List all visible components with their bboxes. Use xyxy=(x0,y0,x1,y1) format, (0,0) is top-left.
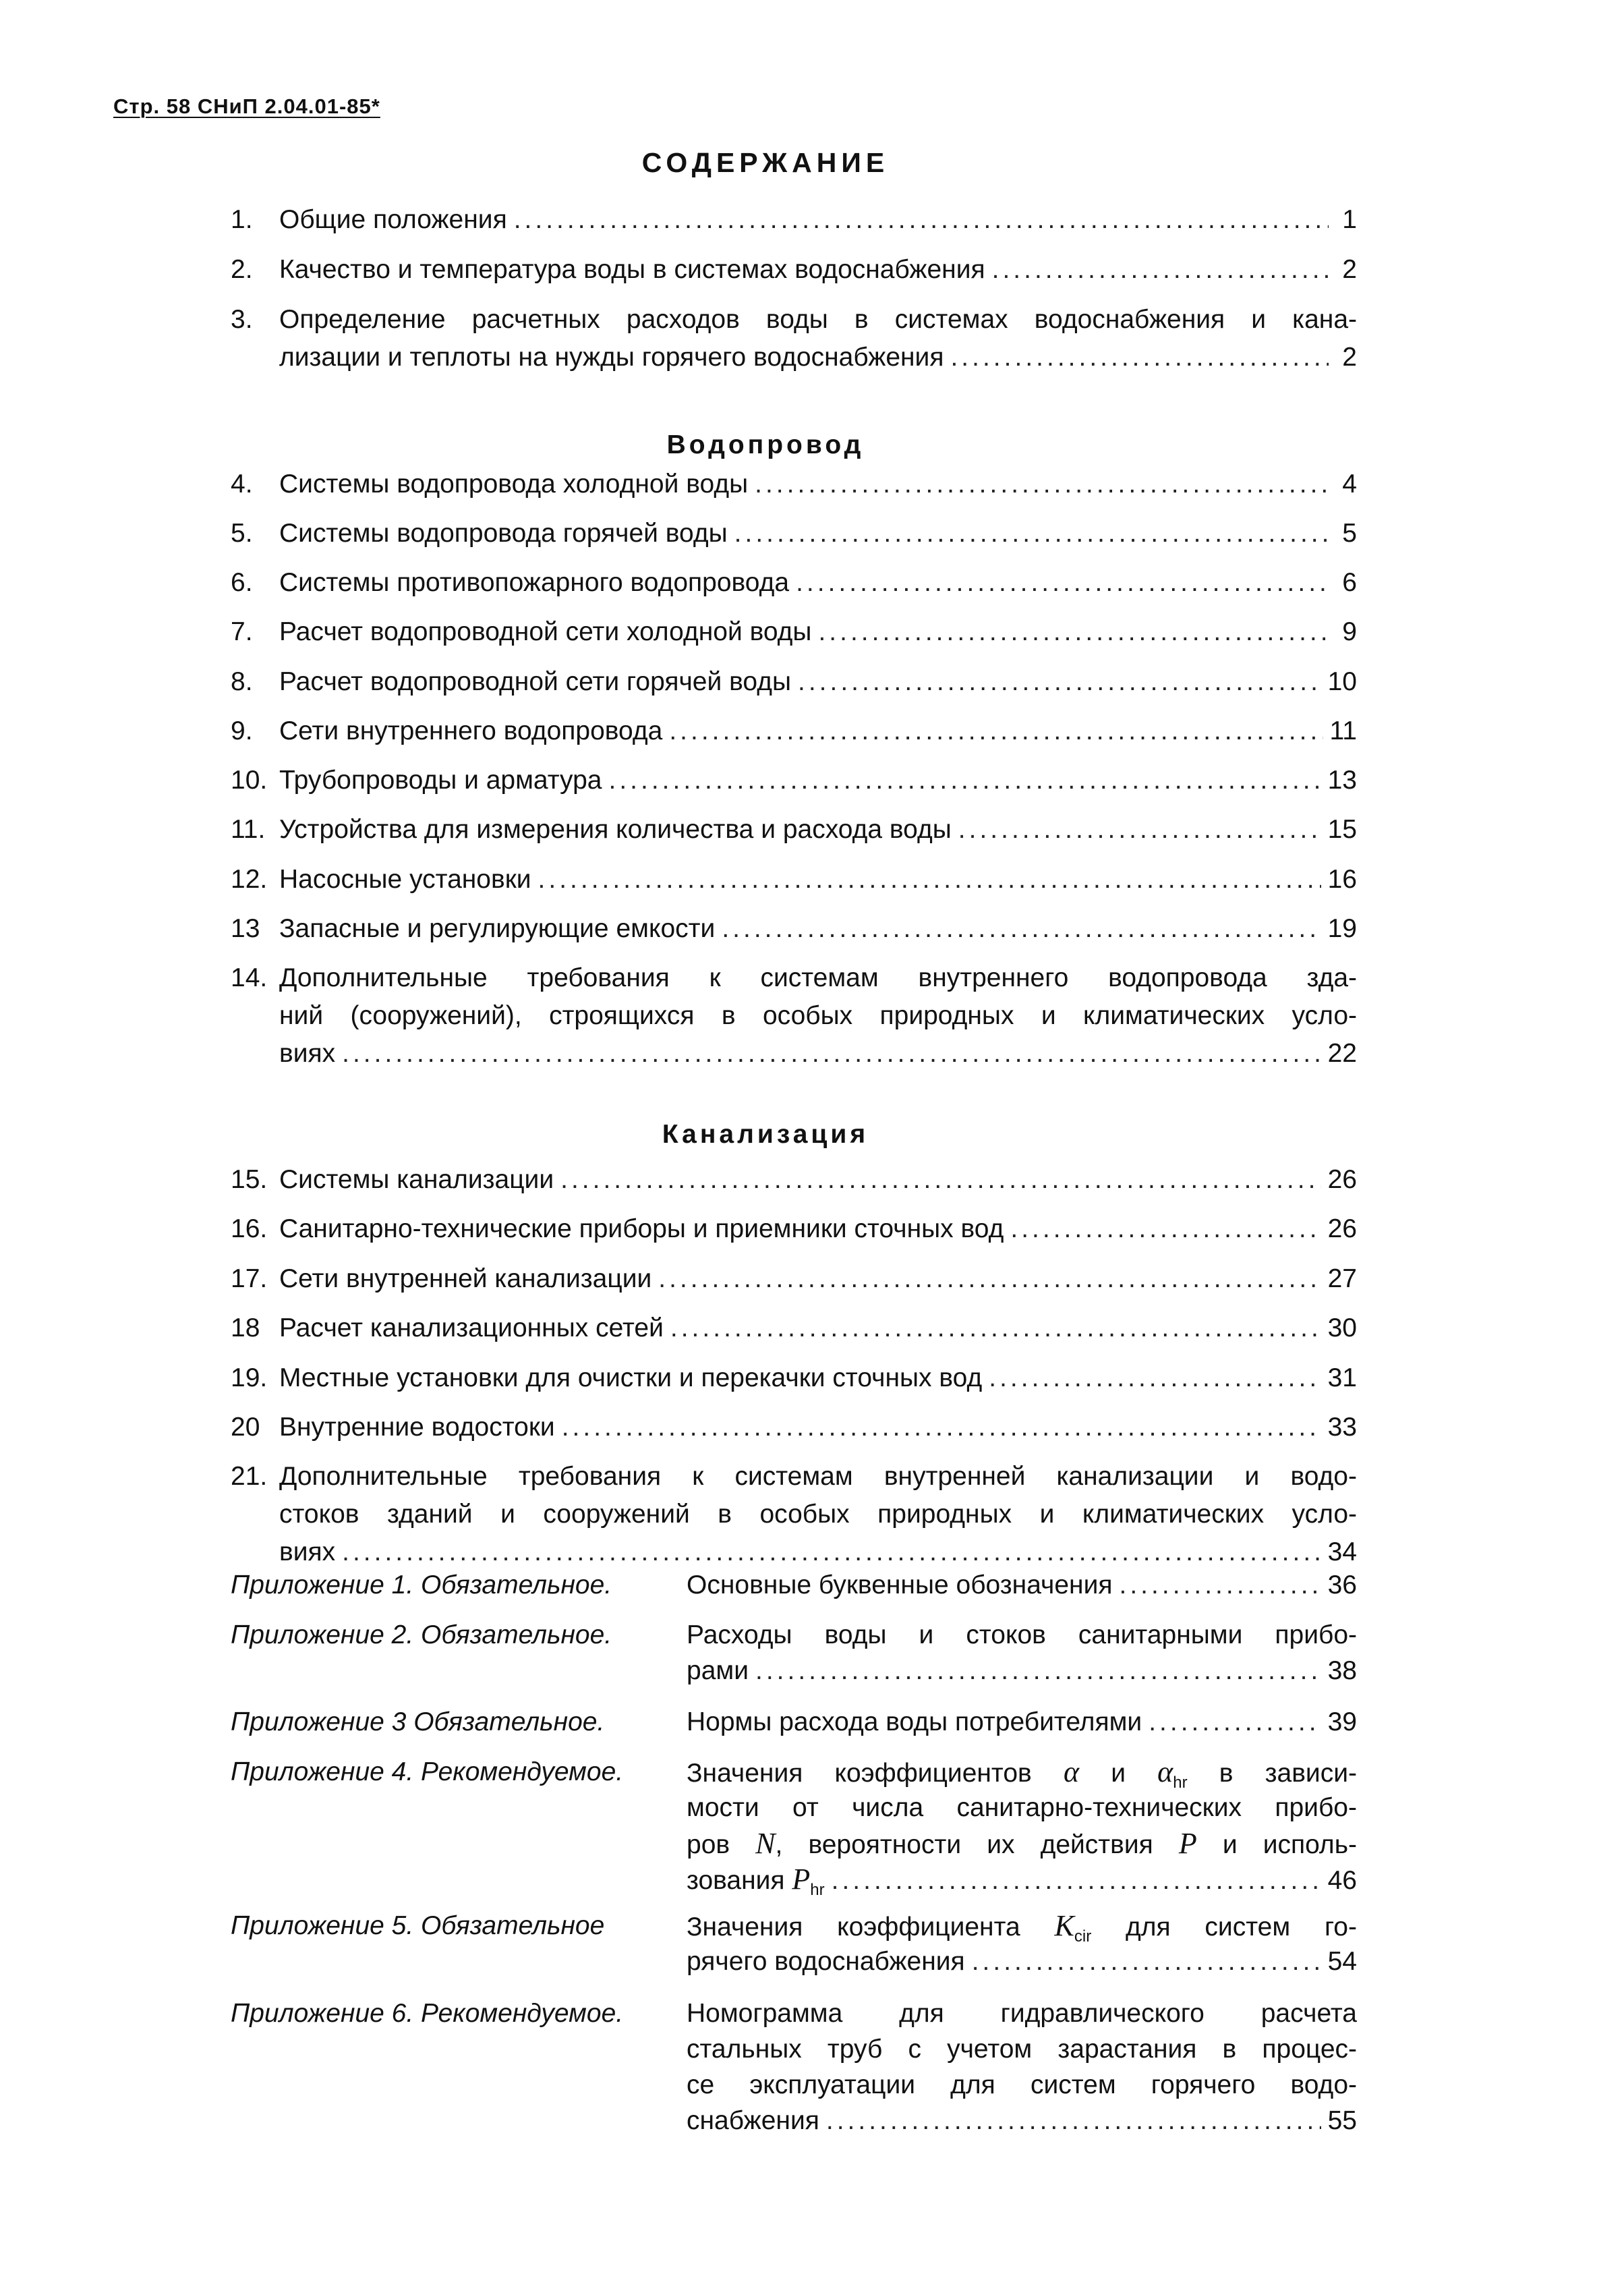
toc-entry[interactable] xyxy=(231,564,1357,602)
dot-leader xyxy=(658,1260,1321,1298)
entry-body xyxy=(279,201,1357,239)
appendix-entry[interactable] xyxy=(231,1567,1357,1603)
page-title: СОДЕРЖАНИЕ xyxy=(641,147,890,178)
appendix-label: Приложение 5. Обязательное xyxy=(231,1911,605,1940)
page-number: 2 xyxy=(1342,255,1357,284)
entry-number: 2. xyxy=(231,255,253,284)
entry-text: Нормы расхода воды потребителями xyxy=(687,1707,1142,1736)
dot-leader xyxy=(755,1653,1321,1689)
entry-last-line xyxy=(279,663,1357,701)
entry-line xyxy=(279,1458,1357,1496)
entry-line xyxy=(279,997,1357,1035)
toc-entry[interactable] xyxy=(231,515,1357,552)
entry-last-line xyxy=(279,201,1357,239)
entry-line xyxy=(687,1908,1357,1944)
page-number: 11 xyxy=(1329,716,1357,745)
entry-last-line xyxy=(687,2103,1357,2138)
toc-entry[interactable] xyxy=(231,465,1357,503)
appendix-label: Приложение 4. Рекомендуемое. xyxy=(231,1757,624,1786)
entry-text: Санитарно-технические приборы и приемники сточных вод xyxy=(279,1214,1004,1243)
entry-body xyxy=(279,613,1357,651)
entry-number: 14. xyxy=(231,963,268,992)
entry-body xyxy=(279,712,1357,750)
entry-last-line xyxy=(279,811,1357,849)
entry-last-line xyxy=(279,1533,1357,1571)
dot-leader xyxy=(755,465,1329,503)
dot-leader xyxy=(722,910,1321,948)
entry-last-line xyxy=(279,1359,1357,1397)
entry-number: 11. xyxy=(231,815,266,844)
entry-text: рами xyxy=(687,1656,749,1685)
dot-leader xyxy=(560,1161,1321,1199)
entry-body xyxy=(279,564,1357,602)
dot-leader xyxy=(950,339,1329,376)
appendix-entry[interactable] xyxy=(231,1995,1357,2138)
entry-text: ний (сооружений), строящихся в особых природных и климатических усло- xyxy=(279,1001,1357,1030)
entry-last-line xyxy=(687,1861,1357,1897)
entry-text: Системы водопровода горячей воды xyxy=(279,519,728,548)
appendix-body xyxy=(687,1754,1357,1897)
entry-line xyxy=(279,1496,1357,1533)
entry-text: ров N, вероятности их действия P и исполь- xyxy=(687,1827,1357,1860)
page-number: 10 xyxy=(1327,667,1357,696)
entry-text: Системы водопровода холодной воды xyxy=(279,470,749,499)
entry-body xyxy=(279,1161,1357,1199)
entry-text: мости от числа санитарно-технических прибо- xyxy=(687,1793,1357,1822)
entry-text: Качество и температура воды в системах водоснабжения xyxy=(279,255,985,284)
appendix-body xyxy=(687,1567,1357,1603)
entry-text: зования $P_{hr}$ xyxy=(687,1863,825,1899)
dot-leader xyxy=(562,1409,1321,1446)
entry-text: Внутренние водостоки xyxy=(279,1413,555,1442)
entry-body xyxy=(279,251,1357,289)
entry-last-line xyxy=(279,1409,1357,1446)
entry-text: Дополнительные требования к системам внутреннего водопровода зда- xyxy=(279,963,1357,992)
entry-line xyxy=(279,959,1357,997)
toc-entry[interactable] xyxy=(231,251,1357,289)
dot-leader xyxy=(992,251,1329,289)
page-number: 55 xyxy=(1327,2106,1357,2135)
entry-last-line xyxy=(279,1260,1357,1298)
dot-leader xyxy=(1149,1704,1321,1740)
entry-last-line xyxy=(687,1653,1357,1689)
entry-body xyxy=(279,1309,1357,1347)
entry-line xyxy=(279,301,1357,339)
entry-last-line xyxy=(279,515,1357,552)
page-number: 31 xyxy=(1327,1363,1357,1392)
page-number: 15 xyxy=(1327,815,1357,844)
page-number: 1 xyxy=(1342,205,1357,234)
page-number: 2 xyxy=(1342,343,1357,372)
appendix-entry[interactable] xyxy=(231,1704,1357,1740)
entry-text: Сети внутренней канализации xyxy=(279,1264,652,1293)
entry-body xyxy=(279,1458,1357,1571)
section-heading-sewer: Канализация xyxy=(662,1120,869,1149)
entry-last-line xyxy=(279,910,1357,948)
entry-last-line xyxy=(279,613,1357,651)
entry-body xyxy=(279,811,1357,849)
entry-body xyxy=(279,465,1357,503)
entry-number: 15. xyxy=(231,1165,268,1194)
toc-entry[interactable] xyxy=(231,910,1357,948)
toc-entry[interactable] xyxy=(231,301,1357,376)
dot-leader xyxy=(342,1035,1321,1073)
entry-last-line xyxy=(687,1944,1357,1979)
entry-text: Номограмма для гидравлического расчета xyxy=(687,1999,1357,2028)
dot-leader xyxy=(342,1533,1321,1571)
page-number: 22 xyxy=(1327,1039,1357,1068)
entry-text: Сети внутреннего водопровода xyxy=(279,716,663,745)
entry-last-line xyxy=(279,564,1357,602)
page-number: 39 xyxy=(1327,1707,1357,1736)
entry-body xyxy=(279,301,1357,376)
entry-line xyxy=(687,1825,1357,1861)
entry-last-line xyxy=(279,1161,1357,1199)
entry-text: Значения коэффициентов α и $\alpha_{hr}$ в зависи- xyxy=(687,1755,1357,1792)
toc-entry[interactable] xyxy=(231,811,1357,849)
page-number: 5 xyxy=(1342,519,1357,548)
entry-last-line xyxy=(279,861,1357,899)
page-number: 16 xyxy=(1327,865,1357,894)
entry-text: виях xyxy=(279,1537,336,1566)
toc-entry[interactable] xyxy=(231,861,1357,899)
entry-body xyxy=(279,1260,1357,1298)
appendix-label: Приложение 6. Рекомендуемое. xyxy=(231,1999,624,2028)
toc-entry[interactable] xyxy=(231,959,1357,1073)
entry-last-line xyxy=(687,1704,1357,1740)
entry-text: виях xyxy=(279,1039,336,1068)
toc-entry[interactable] xyxy=(231,1309,1357,1347)
entry-number: 12. xyxy=(231,865,268,894)
toc-entry[interactable] xyxy=(231,1359,1357,1397)
page-number: 27 xyxy=(1327,1264,1357,1293)
entry-text: снабжения xyxy=(687,2106,819,2135)
dot-leader xyxy=(826,2103,1321,2138)
appendix-entry[interactable] xyxy=(231,1754,1357,1897)
entry-text: Расчет водопроводной сети холодной воды xyxy=(279,617,812,646)
entry-text: Общие положения xyxy=(279,205,507,234)
entry-body xyxy=(279,1359,1357,1397)
page-number: 13 xyxy=(1327,766,1357,795)
entry-line xyxy=(687,2031,1357,2067)
page-number: 4 xyxy=(1342,470,1357,499)
entry-line xyxy=(687,1790,1357,1825)
entry-text: се эксплуатации для систем горячего водо- xyxy=(687,2070,1357,2099)
entry-text: Трубопроводы и арматура xyxy=(279,766,602,795)
entry-last-line xyxy=(279,251,1357,289)
page-number: 6 xyxy=(1342,568,1357,597)
entry-text: Запасные и регулирующие емкости xyxy=(279,914,716,943)
toc-entry[interactable] xyxy=(231,762,1357,799)
entry-last-line xyxy=(279,1035,1357,1073)
page-number: 19 xyxy=(1327,914,1357,943)
dot-leader xyxy=(538,861,1321,899)
entry-line xyxy=(687,1995,1357,2031)
dot-leader xyxy=(1120,1567,1321,1603)
entry-text: Основные буквенные обозначения xyxy=(687,1570,1113,1599)
dot-leader xyxy=(514,201,1329,239)
entry-body xyxy=(279,861,1357,899)
entry-number: 9. xyxy=(231,716,253,745)
entry-text: Системы противопожарного водопровода xyxy=(279,568,790,597)
toc-entry[interactable] xyxy=(231,201,1357,239)
toc-entry[interactable] xyxy=(231,613,1357,651)
entry-last-line xyxy=(279,1309,1357,1347)
entry-last-line xyxy=(687,1567,1357,1603)
dot-leader xyxy=(972,1944,1321,1979)
entry-body xyxy=(279,762,1357,799)
entry-body xyxy=(279,1409,1357,1446)
entry-number: 13 xyxy=(231,914,260,943)
toc-entry[interactable] xyxy=(231,712,1357,750)
entry-last-line xyxy=(279,465,1357,503)
appendix-label: Приложение 3 Обязательное. xyxy=(231,1707,605,1736)
entry-text: Расчет канализационных сетей xyxy=(279,1313,664,1342)
entry-line xyxy=(687,1617,1357,1653)
page-number: 34 xyxy=(1327,1537,1357,1566)
appendix-body xyxy=(687,1704,1357,1740)
page-header: Стр. 58 СНиП 2.04.01-85* xyxy=(113,94,380,118)
appendix-body xyxy=(687,1908,1357,1979)
page-number: 9 xyxy=(1342,617,1357,646)
toc-entry[interactable] xyxy=(231,1458,1357,1571)
dot-leader xyxy=(734,515,1329,552)
dot-leader xyxy=(1010,1210,1321,1248)
appendix-label: Приложение 1. Обязательное. xyxy=(231,1570,612,1599)
appendix-entry[interactable] xyxy=(231,1617,1357,1689)
entry-last-line xyxy=(279,339,1357,376)
dot-leader xyxy=(958,811,1321,849)
entry-number: 18 xyxy=(231,1313,260,1342)
entry-body xyxy=(279,663,1357,701)
entry-number: 4. xyxy=(231,470,253,499)
page-number: 30 xyxy=(1327,1313,1357,1342)
entry-body xyxy=(279,910,1357,948)
entry-text: стальных труб с учетом зарастания в процес- xyxy=(687,2035,1357,2064)
dot-leader xyxy=(669,712,1323,750)
entry-last-line xyxy=(279,762,1357,799)
dot-leader xyxy=(670,1309,1321,1347)
page-number: 46 xyxy=(1327,1866,1357,1895)
entry-text: Дополнительные требования к системам внутренней канализации и водо- xyxy=(279,1462,1357,1491)
section-heading-water: Водопровод xyxy=(666,430,865,459)
entry-number: 20 xyxy=(231,1413,260,1442)
dot-leader xyxy=(796,564,1329,602)
toc-entry[interactable] xyxy=(231,1409,1357,1446)
entry-text: Определение расчетных расходов воды в системах водоснабжения и кана- xyxy=(279,305,1357,334)
page-number: 26 xyxy=(1327,1214,1357,1243)
entry-number: 17. xyxy=(231,1264,268,1293)
appendix-body xyxy=(687,1995,1357,2138)
entry-number: 21. xyxy=(231,1462,268,1491)
dot-leader xyxy=(798,663,1321,701)
entry-text: лизации и теплоты на нужды горячего водоснабжения xyxy=(279,343,944,372)
entry-text: Местные установки для очистки и перекачки сточных вод xyxy=(279,1363,983,1392)
appendix-entry[interactable] xyxy=(231,1908,1357,1979)
toc-entry[interactable] xyxy=(231,663,1357,701)
entry-line xyxy=(687,2067,1357,2103)
entry-text: Насосные установки xyxy=(279,865,531,894)
entry-number: 8. xyxy=(231,667,253,696)
entry-body xyxy=(279,959,1357,1073)
entry-text: рячего водоснабжения xyxy=(687,1947,965,1976)
entry-text: Системы канализации xyxy=(279,1165,554,1194)
appendix-label: Приложение 2. Обязательное. xyxy=(231,1620,612,1649)
entry-last-line xyxy=(279,712,1357,750)
dot-leader xyxy=(608,762,1321,799)
entry-body xyxy=(279,1210,1357,1248)
entry-text: стоков зданий и сооружений в особых природных и климатических усло- xyxy=(279,1500,1357,1529)
entry-text: Устройства для измерения количества и расхода воды xyxy=(279,815,952,844)
page-number: 26 xyxy=(1327,1165,1357,1194)
entry-text: Расходы воды и стоков санитарными прибо- xyxy=(687,1620,1357,1649)
page-number: 38 xyxy=(1327,1656,1357,1685)
entry-last-line xyxy=(279,1210,1357,1248)
dot-leader xyxy=(818,613,1329,651)
dot-leader xyxy=(832,1863,1321,1898)
entry-number: 3. xyxy=(231,305,253,334)
entry-number: 6. xyxy=(231,568,253,597)
page-number: 54 xyxy=(1327,1947,1357,1976)
toc-entry[interactable] xyxy=(231,1210,1357,1248)
entry-line xyxy=(687,1754,1357,1790)
entry-number: 10. xyxy=(231,766,268,795)
entry-number: 5. xyxy=(231,519,253,548)
entry-number: 7. xyxy=(231,617,253,646)
appendix-body xyxy=(687,1617,1357,1689)
dot-leader xyxy=(989,1359,1321,1397)
entry-text: Расчет водопроводной сети горячей воды xyxy=(279,667,791,696)
entry-number: 1. xyxy=(231,205,253,234)
toc-entry[interactable] xyxy=(231,1260,1357,1298)
entry-number: 19. xyxy=(231,1363,268,1392)
entry-number: 16. xyxy=(231,1214,268,1243)
page-number: 33 xyxy=(1327,1413,1357,1442)
entry-body xyxy=(279,515,1357,552)
toc-entry[interactable] xyxy=(231,1161,1357,1199)
entry-text: Значения коэффициента $K_{cir}$ для систем го- xyxy=(687,1909,1357,1946)
page-number: 36 xyxy=(1327,1570,1357,1599)
